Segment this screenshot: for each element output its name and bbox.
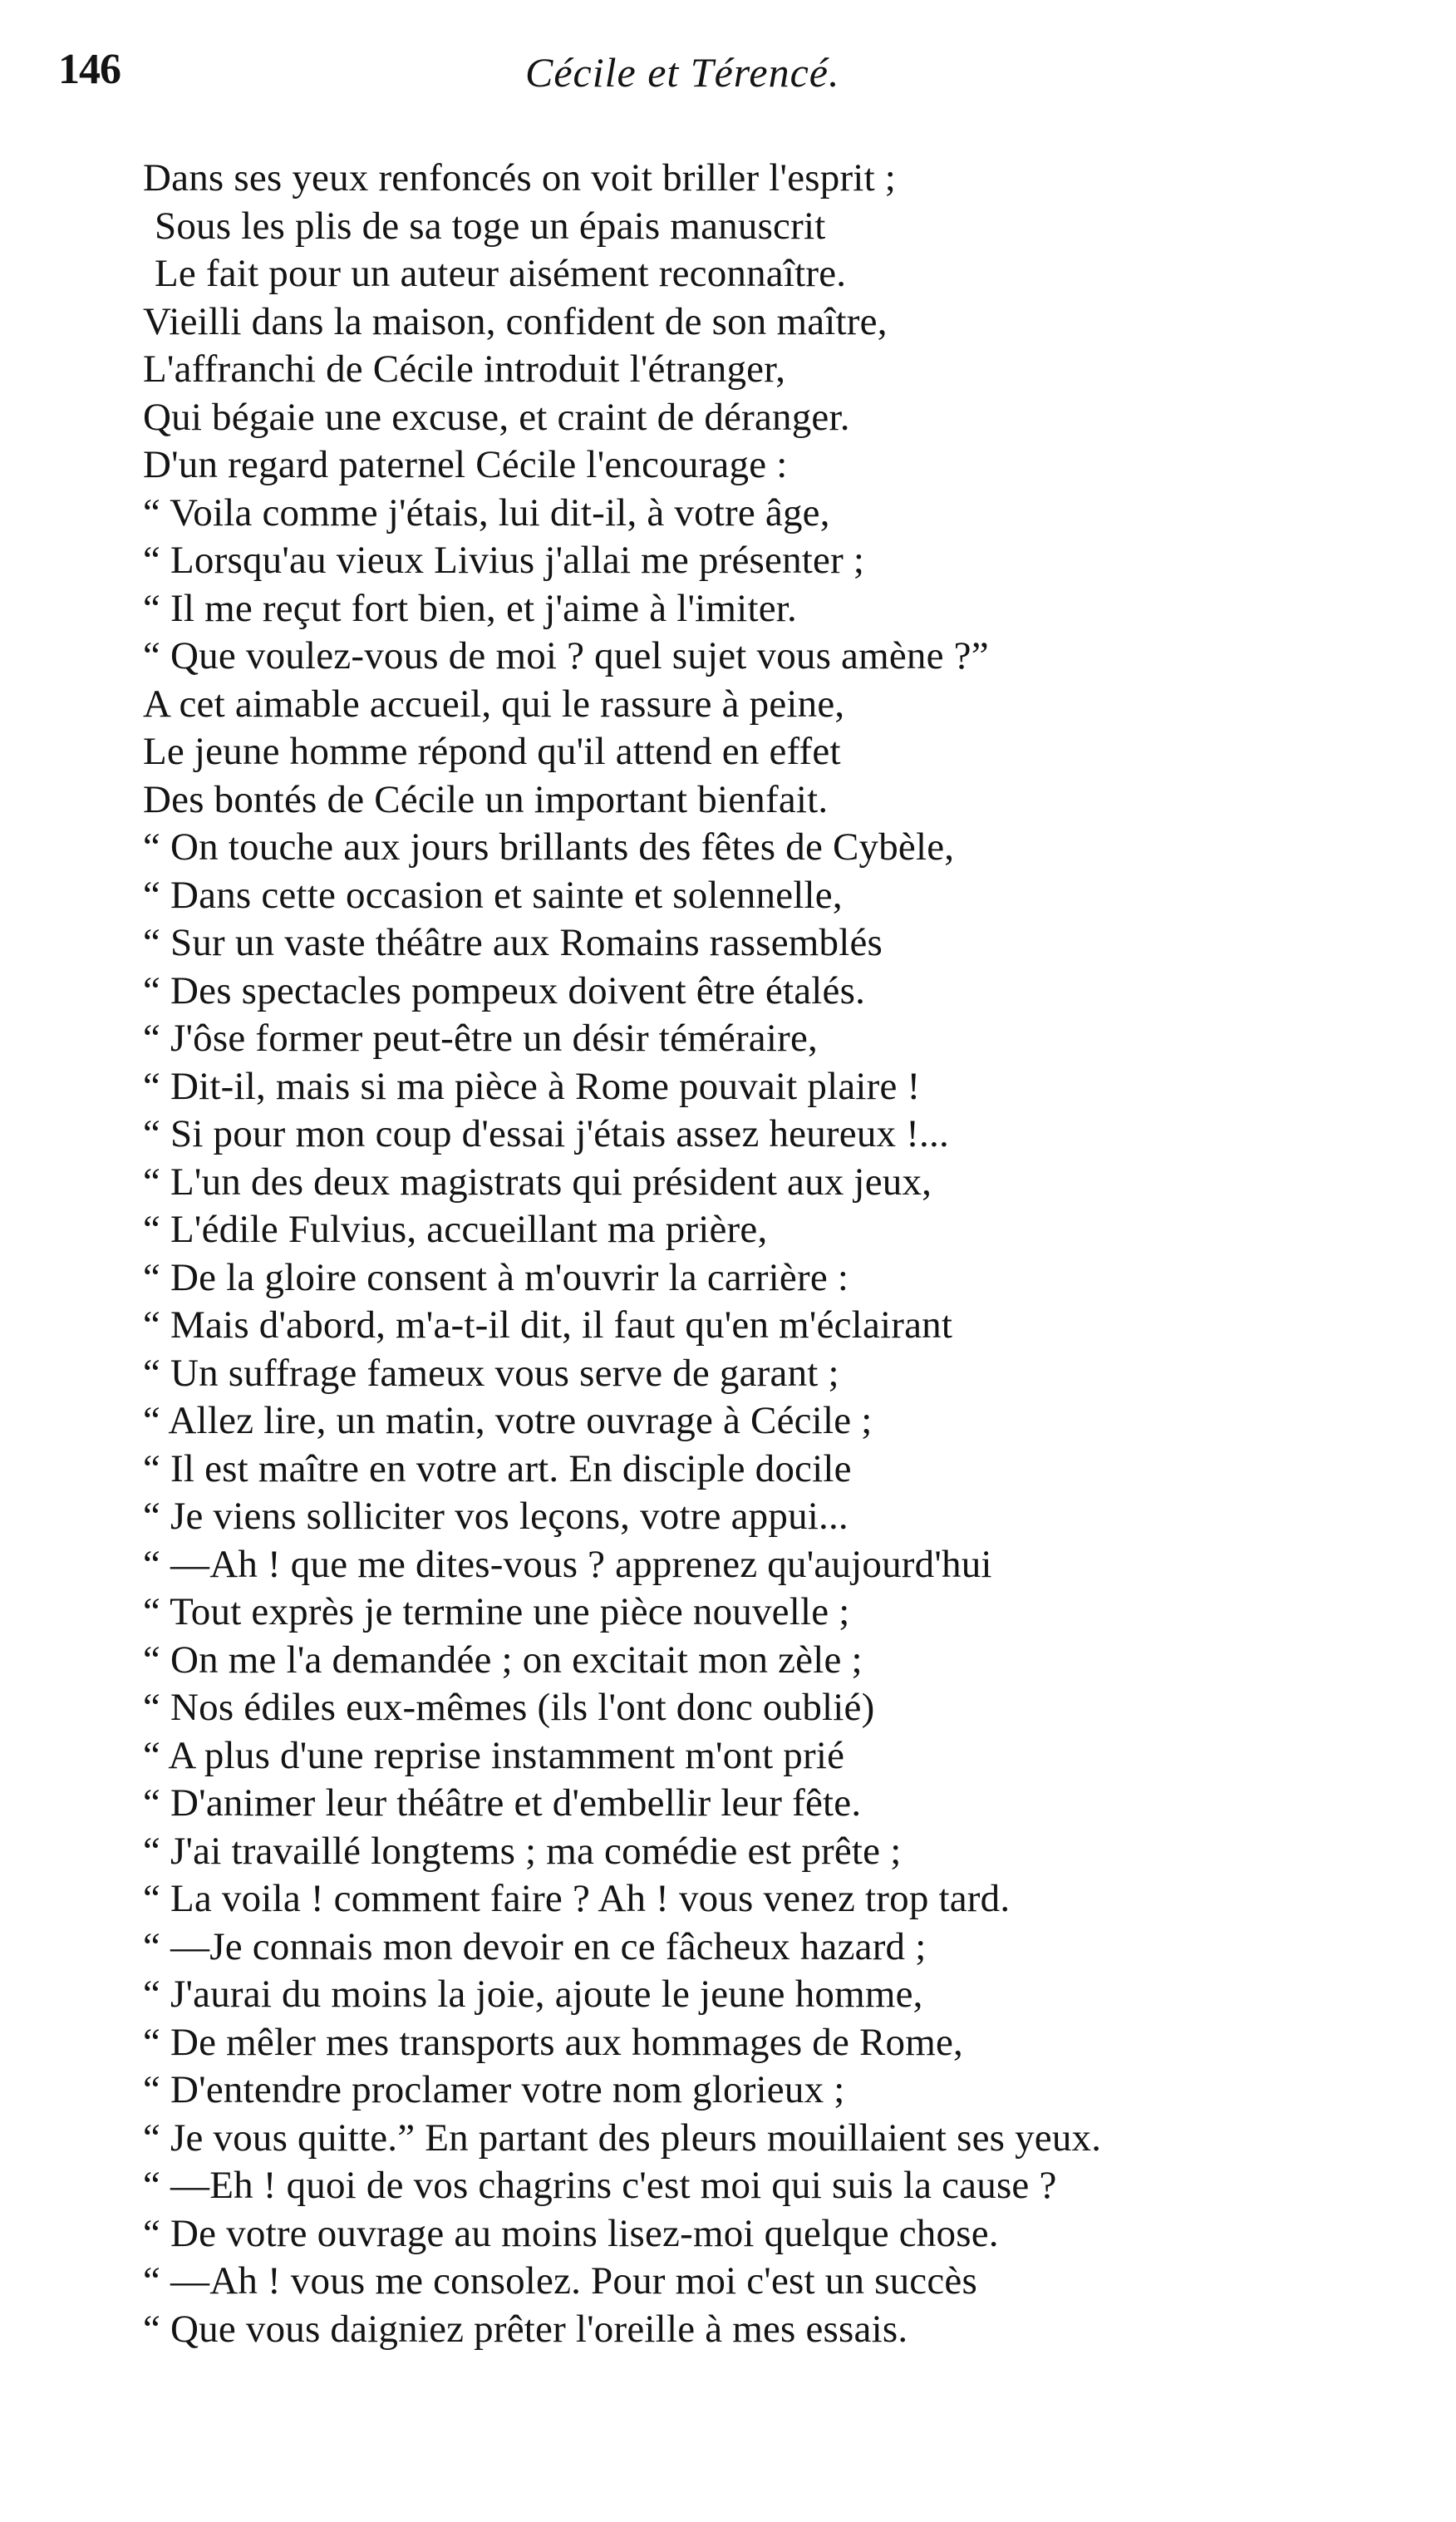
verse-line: D'un regard paternel Cécile l'encourage : [143, 443, 788, 486]
verse-line: L'affranchi de Cécile introduit l'étranger, [143, 347, 786, 391]
verse-line: “ L'un des deux magistrats qui président aux jeux, [143, 1160, 932, 1204]
verse-line: “ De votre ouvrage au moins lisez-moi quelque chose. [143, 2211, 999, 2255]
verse-line: “ La voila ! comment faire ? Ah ! vous venez trop tard. [143, 1877, 1011, 1920]
verse-line: “ Tout exprès je termine une pièce nouvelle ; [143, 1590, 850, 1633]
verse-line: “ De mêler mes transports aux hommages de Rome, [143, 2020, 963, 2064]
verse-line: “ Mais d'abord, m'a-t-il dit, il faut qu'en m'éclairant [143, 1303, 953, 1347]
verse-line: “ Un suffrage fameux vous serve de garant ; [143, 1351, 839, 1395]
verse-line: “ Que voulez-vous de moi ? quel sujet vous amène ?” [143, 634, 989, 677]
verse-line: “ L'édile Fulvius, accueillant ma prière, [143, 1208, 768, 1251]
verse-line: “ Si pour mon coup d'essai j'étais assez heureux !... [143, 1112, 949, 1155]
verse-line: “ Lorsqu'au vieux Livius j'allai me présenter ; [143, 539, 865, 582]
verse-line: “ Des spectacles pompeux doivent être étalés. [143, 968, 866, 1012]
verse-line: “ Sur un vaste théâtre aux Romains rassemblés [143, 921, 883, 964]
verse-line: Le fait pour un auteur aisément reconnaître. [155, 252, 847, 295]
running-title: Cécile et Térencé. [525, 49, 840, 96]
verse-line: Dans ses yeux renfoncés on voit briller l'esprit ; [143, 156, 897, 199]
verse-line: Sous les plis de sa toge un épais manuscrit [155, 204, 826, 248]
verse-line: Le jeune homme répond qu'il attend en effet [143, 730, 841, 773]
verse-line: “ A plus d'une reprise instamment m'ont prié [143, 1733, 845, 1777]
verse-line: “ —Ah ! vous me consolez. Pour moi c'est un succès [143, 2259, 977, 2303]
verse-line: “ —Ah ! que me dites-vous ? apprenez qu'aujourd'hui [143, 1542, 992, 1586]
verse-line: “ On me l'a demandée ; on excitait mon zèle ; [143, 1638, 863, 1682]
verse-line: “ Que vous daigniez prêter l'oreille à mes essais. [143, 2307, 908, 2351]
verse-line: “ De la gloire consent à m'ouvrir la carrière : [143, 1255, 849, 1299]
verse-line: “ On touche aux jours brillants des fêtes de Cybèle, [143, 825, 955, 869]
verse-line: “ —Eh ! quoi de vos chagrins c'est moi qui suis la cause ? [143, 2164, 1057, 2207]
verse-line: A cet aimable accueil, qui le rassure à peine, [143, 682, 845, 726]
verse-line: “ Il est maître en votre art. En disciple docile [143, 1446, 852, 1490]
verse-line: “ Je vous quitte.” En partant des pleurs mouillaient ses yeux. [143, 2116, 1102, 2160]
verse-line: Qui bégaie une excuse, et craint de déranger. [143, 395, 850, 439]
verse-line: “ D'entendre proclamer votre nom glorieux ; [143, 2068, 845, 2111]
verse-line: “ J'aurai du moins la joie, ajoute le jeune homme, [143, 1973, 923, 2016]
verse-line: “ Dit-il, mais si ma pièce à Rome pouvait plaire ! [143, 1064, 921, 1108]
verse-line: “ Il me reçut fort bien, et j'aime à l'imiter. [143, 586, 797, 630]
verse-line: “ Je viens solliciter vos leçons, votre appui... [143, 1495, 849, 1538]
verse-line: “ —Je connais mon devoir en ce fâcheux hazard ; [143, 1924, 927, 1968]
verse-line: “ J'ôse former peut-être un désir téméraire, [143, 1017, 818, 1060]
verse-line: “ D'animer leur théâtre et d'embellir leur fête. [143, 1781, 862, 1825]
verse-line: “ Dans cette occasion et sainte et solennelle, [143, 873, 843, 917]
verse-line: “ Voila comme j'étais, lui dit-il, à votre âge, [143, 490, 830, 534]
verse-line: Vieilli dans la maison, confident de son maître, [143, 299, 888, 343]
verse-block [143, 155, 1373, 2353]
verse-line: “ J'ai travaillé longtems ; ma comédie est prête ; [143, 1829, 902, 1873]
verse-line: Des bontés de Cécile un important bienfait. [143, 777, 829, 821]
verse-line: “ Nos édiles eux-mêmes (ils l'ont donc oublié) [143, 1686, 875, 1729]
verse-line: “ Allez lire, un matin, votre ouvrage à Cécile ; [143, 1399, 873, 1442]
page-number: 146 [58, 46, 121, 93]
